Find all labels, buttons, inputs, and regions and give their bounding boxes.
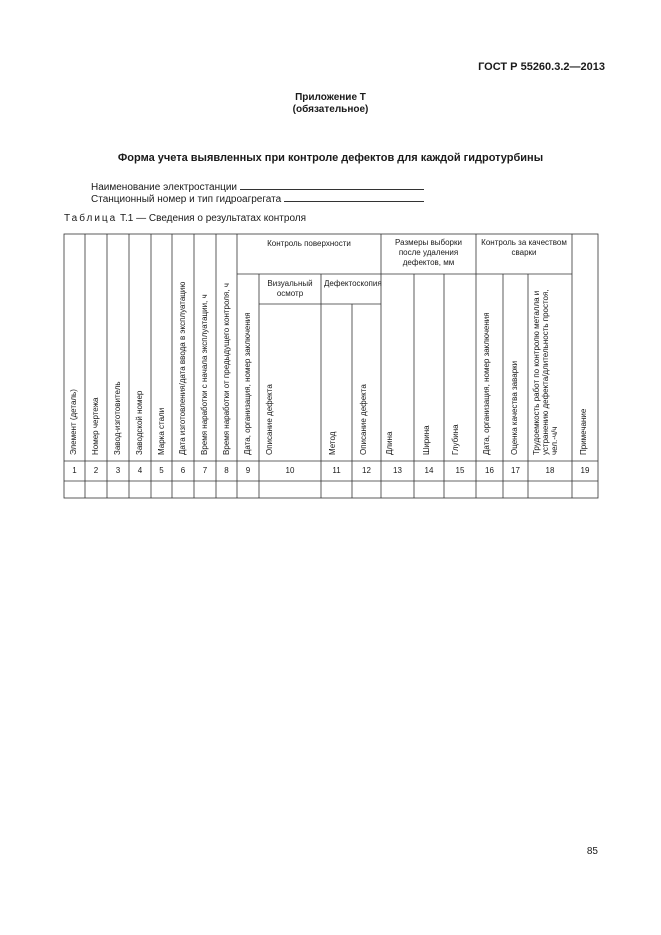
col-header-labor-intensity: Трудоемкость работ по контролю металла и устранению дефекта/длительность простоя, чел.-ч/ч [532,289,559,455]
col-number: 7 [202,466,208,475]
col-number: 4 [137,466,143,475]
page-number: 85 [586,846,598,857]
col-number: 15 [455,466,465,475]
form-title: Форма учета выявленных при контроле дефектов для каждой гидротурбины [117,152,544,164]
appendix-title: Приложение Т [295,92,366,103]
col-header-steel-grade: Марка стали [157,407,166,455]
col-number: 5 [159,466,164,475]
col-header-depth: Глубина [451,424,460,455]
col-number: 12 [362,466,371,475]
col-number: 13 [393,466,402,475]
col-header-time-since-control: Время наработки от предыдущего контроля, ч [222,283,231,455]
col-number: 14 [424,466,434,475]
col-header-method: Метод [328,431,337,455]
field-label: Наименование электростанции [91,182,238,193]
group-sample-sizes: Размеры выборки после удаления дефектов, мм [395,238,462,267]
col-header-conclusion: Дата, организация, номер заключения [243,312,252,455]
col-header-serial-number: Заводской номер [135,390,144,455]
col-header-drawing-number: Номер чертежа [91,397,100,455]
col-number: 10 [285,466,295,475]
col-header-manufacturer: Завод-изготовитель [113,381,122,455]
col-number: 9 [245,466,251,475]
col-number: 16 [485,466,494,475]
group-weld-control: Контроль за качеством сварки [481,238,567,257]
col-header-weld-quality: Оценка качества заварки [510,360,519,455]
group-surface-control: Контроль поверхности [267,239,351,248]
col-number: 19 [580,466,590,475]
group-flaw-detection: Дефектоскопия [324,279,382,288]
col-header-manufacture-date: Дата изготовления/дата ввода в эксплуатацию [178,281,187,455]
field-label: Станционный номер и тип гидроагрегата [91,194,282,205]
col-number: 8 [224,466,229,475]
col-number: 11 [332,466,341,475]
col-header-operating-time: Время наработки с начала эксплуатации, ч [200,294,209,455]
col-header-defect-description-2: Описание дефекта [359,384,368,455]
col-header-width: Ширина [422,425,431,455]
col-header-element: Элемент (деталь) [69,389,78,455]
caption-prefix: Таблица [64,213,118,224]
col-number: 6 [180,466,186,475]
col-header-defect-description: Описание дефекта [265,384,274,455]
document-code: ГОСТ Р 55260.3.2—2013 [478,61,605,73]
col-header-weld-conclusion: Дата, организация, номер заключения [482,312,491,455]
col-header-note: Примечание [579,408,588,455]
col-number: 1 [72,466,77,475]
col-number: 18 [545,466,555,475]
col-header-length: Длина [385,431,394,455]
appendix-subtitle: (обязательное) [292,104,369,115]
col-number: 17 [511,466,520,475]
caption-text: Т.1 — Сведения о результатах контроля [117,213,307,224]
col-number: 3 [115,466,121,475]
col-number: 2 [93,466,99,475]
group-visual-inspection: Визуальный осмотр [267,279,313,298]
